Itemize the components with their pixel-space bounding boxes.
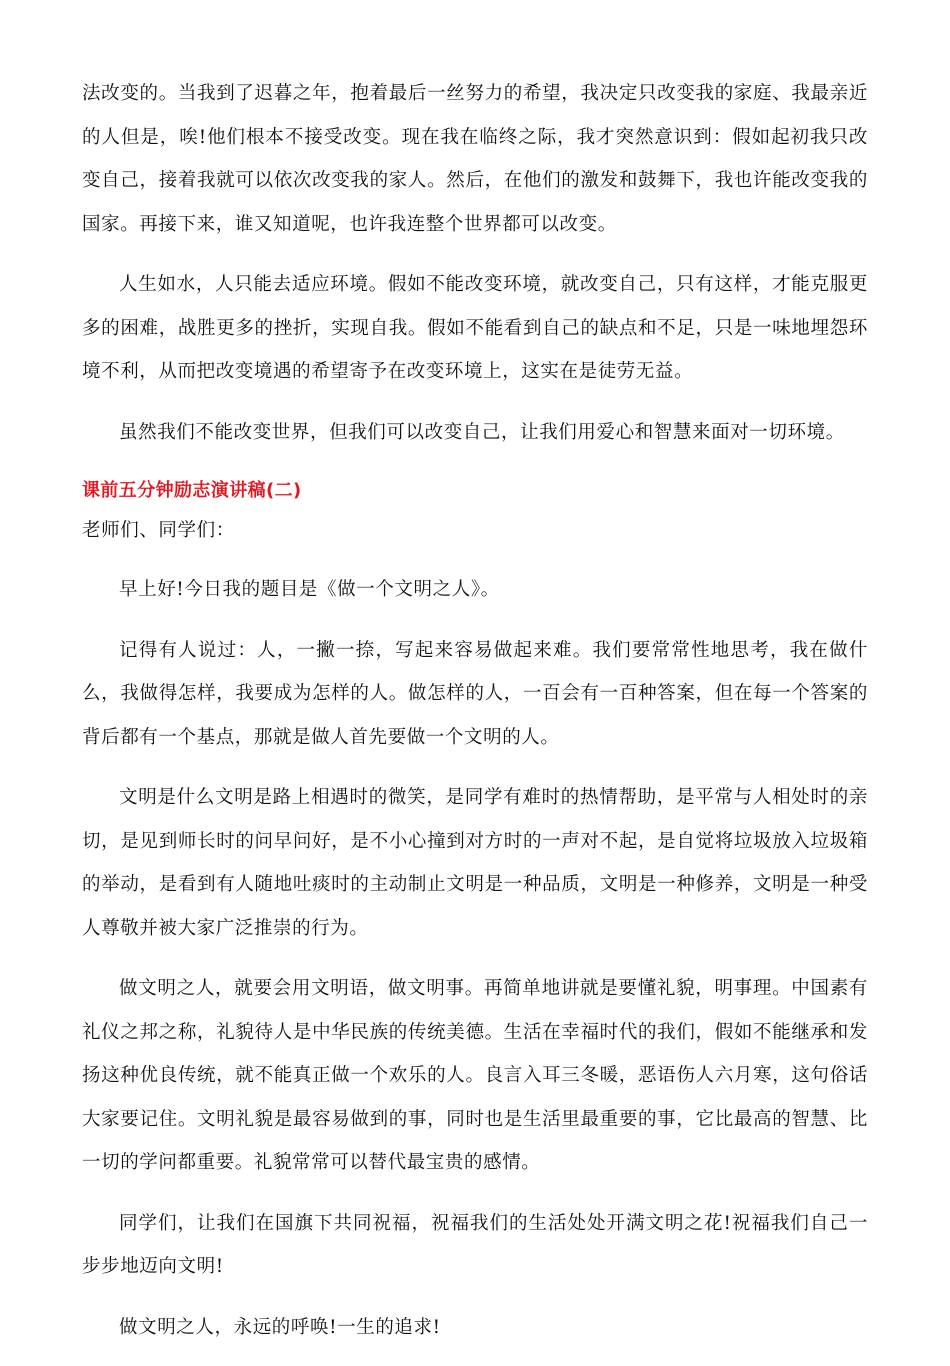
paragraph: 虽然我们不能改变世界，但我们可以改变自己，让我们用爱心和智慧来面对一切环境。 [119, 421, 845, 443]
paragraph-continued: 法改变的。当我到了迟暮之年，抱着最后一丝努力的希望，我决定只改变我的家庭、我最亲近的人但是，唉!他们根本不接受改变。现在我在临终之际，我才突然意识到：假如起初我只改变自己，接着我就可以依次改变我的家人。然后，在他们的激发和鼓舞下，我也许能改变我的国家。再接下来，谁又知道呢，也许我连整个世界都可以改变。 [82, 83, 868, 235]
document-page [82, 72, 868, 1366]
paragraph: 做文明之人，永远的呼唤!一生的追求! [119, 1316, 441, 1338]
section-heading: 课前五分钟励志演讲稿(二) [82, 480, 302, 501]
paragraph: 同学们，让我们在国旗下共同祝福，祝福我们的生活处处开满文明之花!祝福我们自己一步步地迈向文明! [82, 1212, 868, 1277]
speech-greeting: 老师们、同学们： [82, 520, 235, 541]
paragraph: 人生如水，人只能去适应环境。假如不能改变环境，就改变自己，只有这样，才能克服更多的困难，战胜更多的挫折，实现自我。假如不能看到自己的缺点和不足，只是一味地埋怨环境不利，从而把改变境遇的希望寄予在改变环境上，这实在是徒劳无益。 [82, 274, 868, 382]
paragraph: 文明是什么文明是路上相遇时的微笑，是同学有难时的热情帮助，是平常与人相处时的亲切，是见到师长时的问早问好，是不小心撞到对方时的一声对不起，是自觉将垃圾放入垃圾箱的举动，是看到有人随地吐痰时的主动制止文明是一种品质，文明是一种修养，文明是一种受人尊敬并被大家广泛推崇的行为。 [82, 787, 868, 939]
paragraph: 早上好!今日我的题目是《做一个文明之人》。 [119, 579, 500, 600]
paragraph: 做文明之人，就要会用文明语，做文明事。再简单地讲就是要懂礼貌，明事理。中国素有礼仪之邦之称，礼貌待人是中华民族的传统美德。生活在幸福时代的我们，假如不能继承和发扬这种优良传统，就不能真正做一个欢乐的人。良言入耳三冬暖，恶语伤人六月寒，这句俗话大家要记住。文明礼貌是最容易做到的事，同时也是生活里最重要的事，它比最高的智慧、比一切的学问都重要。礼貌常常可以替代最宝贵的感情。 [82, 978, 868, 1173]
paragraph: 记得有人说过：人，一撇一捺，写起来容易做起来难。我们要常常性地思考，我在做什么，我做得怎样，我要成为怎样的人。做怎样的人，一百会有一百种答案，但在每一个答案的背后都有一个基点，那就是做人首先要做一个文明的人。 [82, 639, 868, 748]
